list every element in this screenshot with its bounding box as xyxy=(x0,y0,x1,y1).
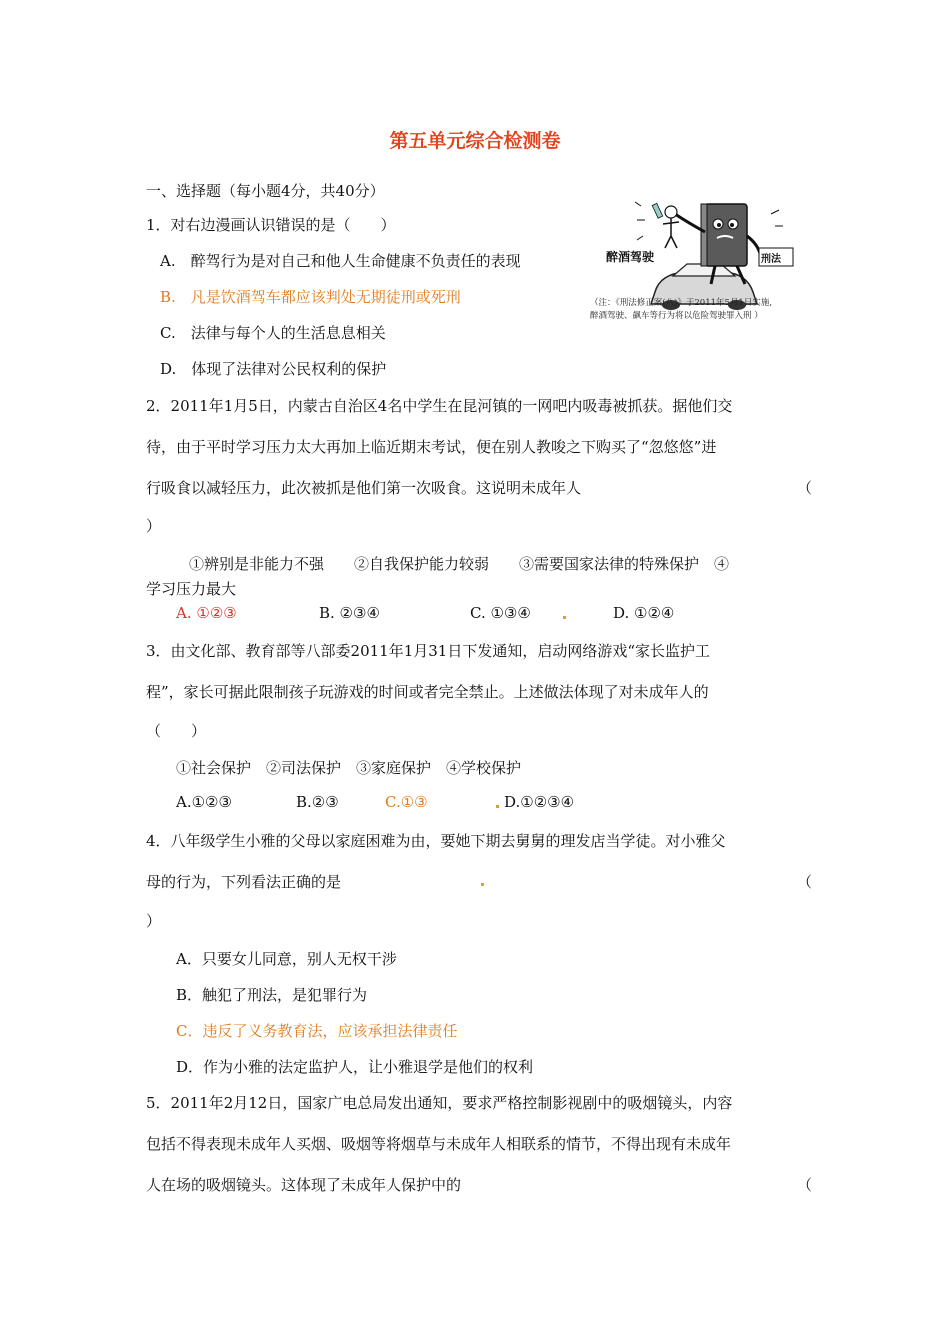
caption-line-1: （注：《刑法修正案(八)》于2011年5月1日实施, xyxy=(590,298,773,308)
q5-line-3: 人在场的吸烟镜头。这体现了未成年人保护中的 xyxy=(146,1176,462,1194)
q4-paren-close: ） xyxy=(146,912,162,930)
caption-line-2: 醉酒驾驶、飙车等行为将以危险驾驶罪入刑 ） xyxy=(590,311,763,321)
q4-option-b: B．触犯了刑法，是犯罪行为 xyxy=(176,986,368,1004)
q4-option-d: D．作为小雅的法定监护人，让小雅退学是他们的权利 xyxy=(176,1058,534,1076)
q2-paren-close: ） xyxy=(146,517,162,535)
q1-option-d: D. 体现了法律对公民权利的保护 xyxy=(160,360,387,378)
q3-option-b: B.②③ xyxy=(296,793,339,811)
q5-line-2: 包括不得表现未成年人买烟、吸烟等将烟草与未成年人相联系的情节，不得出现有未成年 xyxy=(146,1135,732,1153)
q2-line-2: 待，由于平时学习压力太大再加上临近期末考试，便在别人教唆之下购买了“忽悠悠”进 xyxy=(146,438,717,456)
q1-option-b: B. 凡是饮酒驾车都应该判处无期徒刑或死刑 xyxy=(160,288,461,306)
q1-option-c: C. 法律与每个人的生活息息相关 xyxy=(160,324,386,342)
cartoon-caption xyxy=(590,297,810,323)
q4-option-a: A．只要女儿同意，别人无权干涉 xyxy=(176,950,397,968)
q4-line-1: 4．八年级学生小雅的父母以家庭困难为由，要她下期去舅舅的理发店当学徒。对小雅父 xyxy=(146,832,726,850)
cartoon-label-law: 刑法 xyxy=(761,254,781,265)
q2-option-c: C. ①③④ xyxy=(470,604,531,622)
stray-mark xyxy=(481,883,484,886)
q3-option-a: A.①②③ xyxy=(176,793,232,811)
q1-option-a: A. 醉驾行为是对自己和他人生命健康不负责任的表现 xyxy=(160,252,521,270)
q3-line-2: 程”，家长可据此限制孩子玩游戏的时间或者完全禁止。上述做法体现了对未成年人的 xyxy=(146,683,709,701)
q5-line-1: 5．2011年2月12日，国家广电总局发出通知，要求严格控制影视剧中的吸烟镜头，内容 xyxy=(146,1094,733,1112)
q4-paren-open: （ xyxy=(797,873,813,891)
q4-option-c: C．违反了义务教育法，应该承担法律责任 xyxy=(176,1022,458,1040)
q2-option-d: D. ①②④ xyxy=(613,604,675,622)
stray-mark xyxy=(563,616,566,619)
q3-line-3: （ ） xyxy=(146,722,207,740)
page-title: 第五单元综合检测卷 xyxy=(389,130,561,152)
q2-line-3: 行吸食以减轻压力，此次被抓是他们第一次吸食。这说明未成年人 xyxy=(146,479,582,497)
q5-paren-open: （ xyxy=(797,1176,813,1194)
q2-option-b: B. ②③④ xyxy=(319,604,380,622)
q2-line-1: 2．2011年1月5日，内蒙古自治区4名中学生在昆河镇的一网吧内吸毒被抓获。据他们交 xyxy=(146,397,733,415)
q2-statements-line-1: ①辨别是非能力不强 ②自我保护能力较弱 ③需要国家法律的特殊保护 ④ xyxy=(189,555,730,573)
q3-option-c: C.①③ xyxy=(385,793,428,811)
cartoon-label-drunk: 醉酒驾驶 xyxy=(606,250,655,264)
q2-option-a: A. ①②③ xyxy=(176,604,237,622)
q2-statements-line-2: 学习压力最大 xyxy=(146,580,237,598)
q4-line-2: 母的行为，下列看法正确的是 xyxy=(146,873,342,891)
q2-paren-open: （ xyxy=(797,479,813,497)
q1-stem: 1．对右边漫画认识错误的是（ ） xyxy=(146,216,396,234)
q3-option-d: D.①②③④ xyxy=(504,793,575,811)
q3-line-1: 3．由文化部、教育部等八部委2011年1月31日下发通知，启动网络游戏“家长监护工 xyxy=(146,642,711,660)
section-header: 一、选择题（每小题4分，共40分） xyxy=(146,182,385,200)
stray-mark xyxy=(496,805,499,808)
q3-statements: ①社会保护 ②司法保护 ③家庭保护 ④学校保护 xyxy=(176,759,522,777)
